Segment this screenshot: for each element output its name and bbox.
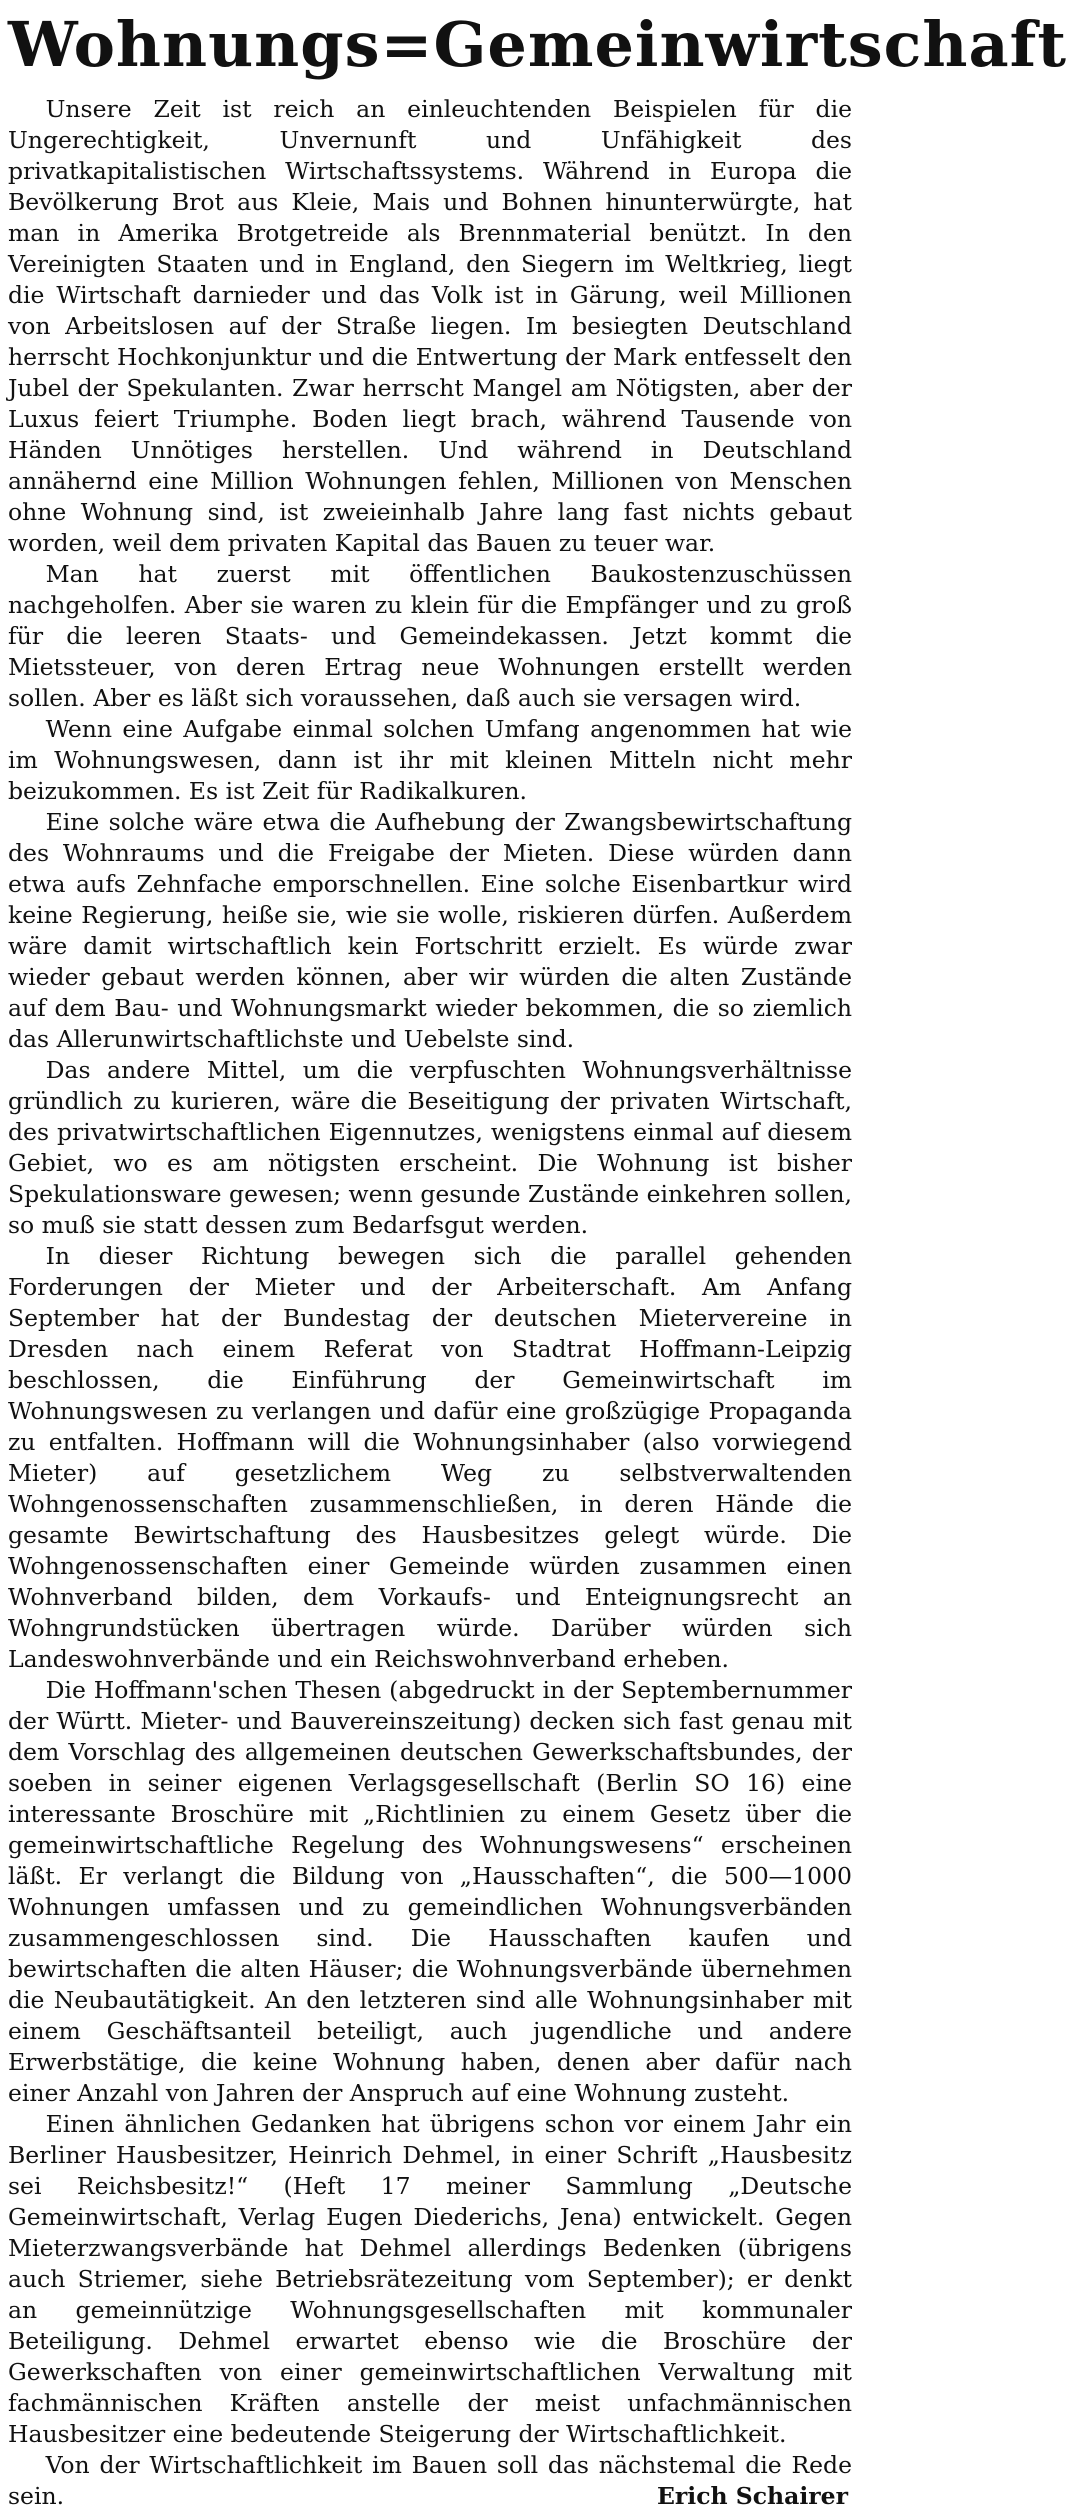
paragraph-3: Wenn eine Aufgabe einmal solchen Umfang angenommen hat wie im Wohnungswesen, dann ist ihr mit kleinen Mitteln nicht mehr beizukommen. Es ist Zeit für Radikalkuren.	[8, 715, 852, 805]
author-byline: Erich Schairer	[656, 2482, 848, 2510]
paragraph-6: In dieser Richtung bewegen sich die parallel gehenden Forderungen der Mieter und der Arbeiterschaft. Am Anfang September hat der Bundestag der deutschen Mietervereine in Dresden nach einem Referat von Stadtrat Hoffmann-Leipzig beschlossen, die Einführung der Gemeinwirtschaft im Wohnungswesen zu verlangen und dafür eine großzügige Propaganda zu entfalten. Hoffmann will die Wohnungsinhaber (also vorwiegend Mieter) auf gesetzlichem Weg zu selbstverwaltenden Wohngenossenschaften zusammenschließen, in deren Hände die gesamte Bewirtschaftung des Hausbesitzes gelegt würde. Die Wohngenossenschaften einer Gemeinde würden zusammen einen Wohnverband bilden, dem Vorkaufs- und Enteignungsrecht an Wohngrundstücken übertragen würde. Darüber würden sich Landeswohnverbände und ein Reichswohnverband erheben.	[8, 1242, 852, 1673]
newspaper-clipping	[8, 4, 1067, 2510]
article-body	[8, 94, 852, 2512]
paragraph-1: Unsere Zeit ist reich an einleuchtenden Beispielen für die Ungerechtigkeit, Unvernunft und Unfähigkeit des privatkapitalistischen Wirtschaftssystems. Während in Europa die Bevölkerung Brot aus Kleie, Mais und Bohnen hinunterwürgte, hat man in Amerika Brotgetreide als Brennmaterial benützt. In den Vereinigten Staaten und in England, den Siegern im Weltkrieg, liegt die Wirtschaft darnieder und das Volk ist in Gärung, weil Millionen von Arbeitslosen auf der Straße liegen. Im besiegten Deutschland herrscht Hochkonjunktur und die Entwertung der Mark entfesselt den Jubel der Spekulanten. Zwar herrscht Mangel am Nötigsten, aber der Luxus feiert Triumphe. Boden liegt brach, während Tausende von Händen Unnötiges herstellen. Und während in Deutschland annähernd eine Million Wohnungen fehlen, Millionen von Menschen ohne Wohnung sind, ist zweieinhalb Jahre lang fast nichts gebaut worden, weil dem privaten Kapital das Bauen zu teuer war.	[8, 95, 852, 557]
paragraph-8: Einen ähnlichen Gedanken hat übrigens schon vor einem Jahr ein Berliner Hausbesitzer, Heinrich Dehmel, in einer Schrift „Hausbesitz sei Reichsbesitz!“ (Heft 17 meiner Sammlung „Deutsche Gemeinwirtschaft, Verlag Eugen Diederichs, Jena) entwickelt. Gegen Mieterzwangsverbände hat Dehmel allerdings Bedenken (übrigens auch Striemer, siehe Betriebsrätezeitung vom September); er denkt an gemeinnützige Wohnungsgesellschaften mit kommunaler Beteiligung. Dehmel erwartet ebenso wie die Broschüre der Gewerkschaften von einer gemeinwirtschaftlichen Verwaltung mit fachmännischen Kräften anstelle der meist unfachmännischen Hausbesitzer eine bedeutende Steigerung der Wirtschaftlichkeit.	[8, 2110, 852, 2448]
paragraph-2: Man hat zuerst mit öffentlichen Baukostenzuschüssen nachgeholfen. Aber sie waren zu klein für die Empfänger und zu groß für die leeren Staats- und Gemeindekassen. Jetzt kommt die Mietssteuer, von deren Ertrag neue Wohnungen erstellt werden sollen. Aber es läßt sich voraussehen, daß auch sie versagen wird.	[8, 560, 852, 712]
paragraph-9: Von der Wirtschaftlichkeit im Bauen soll das nächstemal die Rede sein.	[8, 2451, 852, 2510]
article-title: Wohnungs=Gemeinwirtschaft	[8, 8, 1067, 81]
paragraph-5: Das andere Mittel, um die verpfuschten Wohnungsverhältnisse gründlich zu kurieren, wäre die Beseitigung der privaten Wirtschaft, des privatwirtschaftlichen Eigennutzes, wenigstens einmal auf diesem Gebiet, wo es am nötigsten erscheint. Die Wohnung ist bisher Spekulationsware gewesen; wenn gesunde Zustände einkehren sollen, so muß sie statt dessen zum Bedarfsgut werden.	[8, 1056, 852, 1239]
paragraph-4: Eine solche wäre etwa die Aufhebung der Zwangsbewirtschaftung des Wohnraums und die Freigabe der Mieten. Diese würden dann etwa aufs Zehnfache emporschnellen. Eine solche Eisenbartkur wird keine Regierung, heiße sie, wie sie wolle, riskieren dürfen. Außerdem wäre damit wirtschaftlich kein Fortschritt erzielt. Es würde zwar wieder gebaut werden können, aber wir würden die alten Zustände auf dem Bau- und Wohnungsmarkt wieder bekommen, die so ziemlich das Allerunwirtschaftlichste und Uebelste sind.	[8, 808, 852, 1053]
paragraph-7: Die Hoffmann'schen Thesen (abgedruckt in der Septembernummer der Württ. Mieter- und Bauvereinszeitung) decken sich fast genau mit dem Vorschlag des allgemeinen deutschen Gewerkschaftsbundes, der soeben in seiner eigenen Verlagsgesellschaft (Berlin SO 16) eine interessante Broschüre mit „Richtlinien zu einem Gesetz über die gemeinwirtschaftliche Regelung des Wohnungswesens“ erscheinen läßt. Er verlangt die Bildung von „Hausschaften“, die 500—1000 Wohnungen umfassen und zu gemeindlichen Wohnungsverbänden zusammengeschlossen sind. Die Hausschaften kaufen und bewirtschaften die alten Häuser; die Wohnungsverbände übernehmen die Neubautätigkeit. An den letzteren sind alle Wohnungsinhaber mit einem Geschäftsanteil beteiligt, auch jugendliche und andere Erwerbstätige, die keine Wohnung haben, denen aber dafür nach einer Anzahl von Jahren der Anspruch auf eine Wohnung zusteht.	[8, 1676, 852, 2107]
